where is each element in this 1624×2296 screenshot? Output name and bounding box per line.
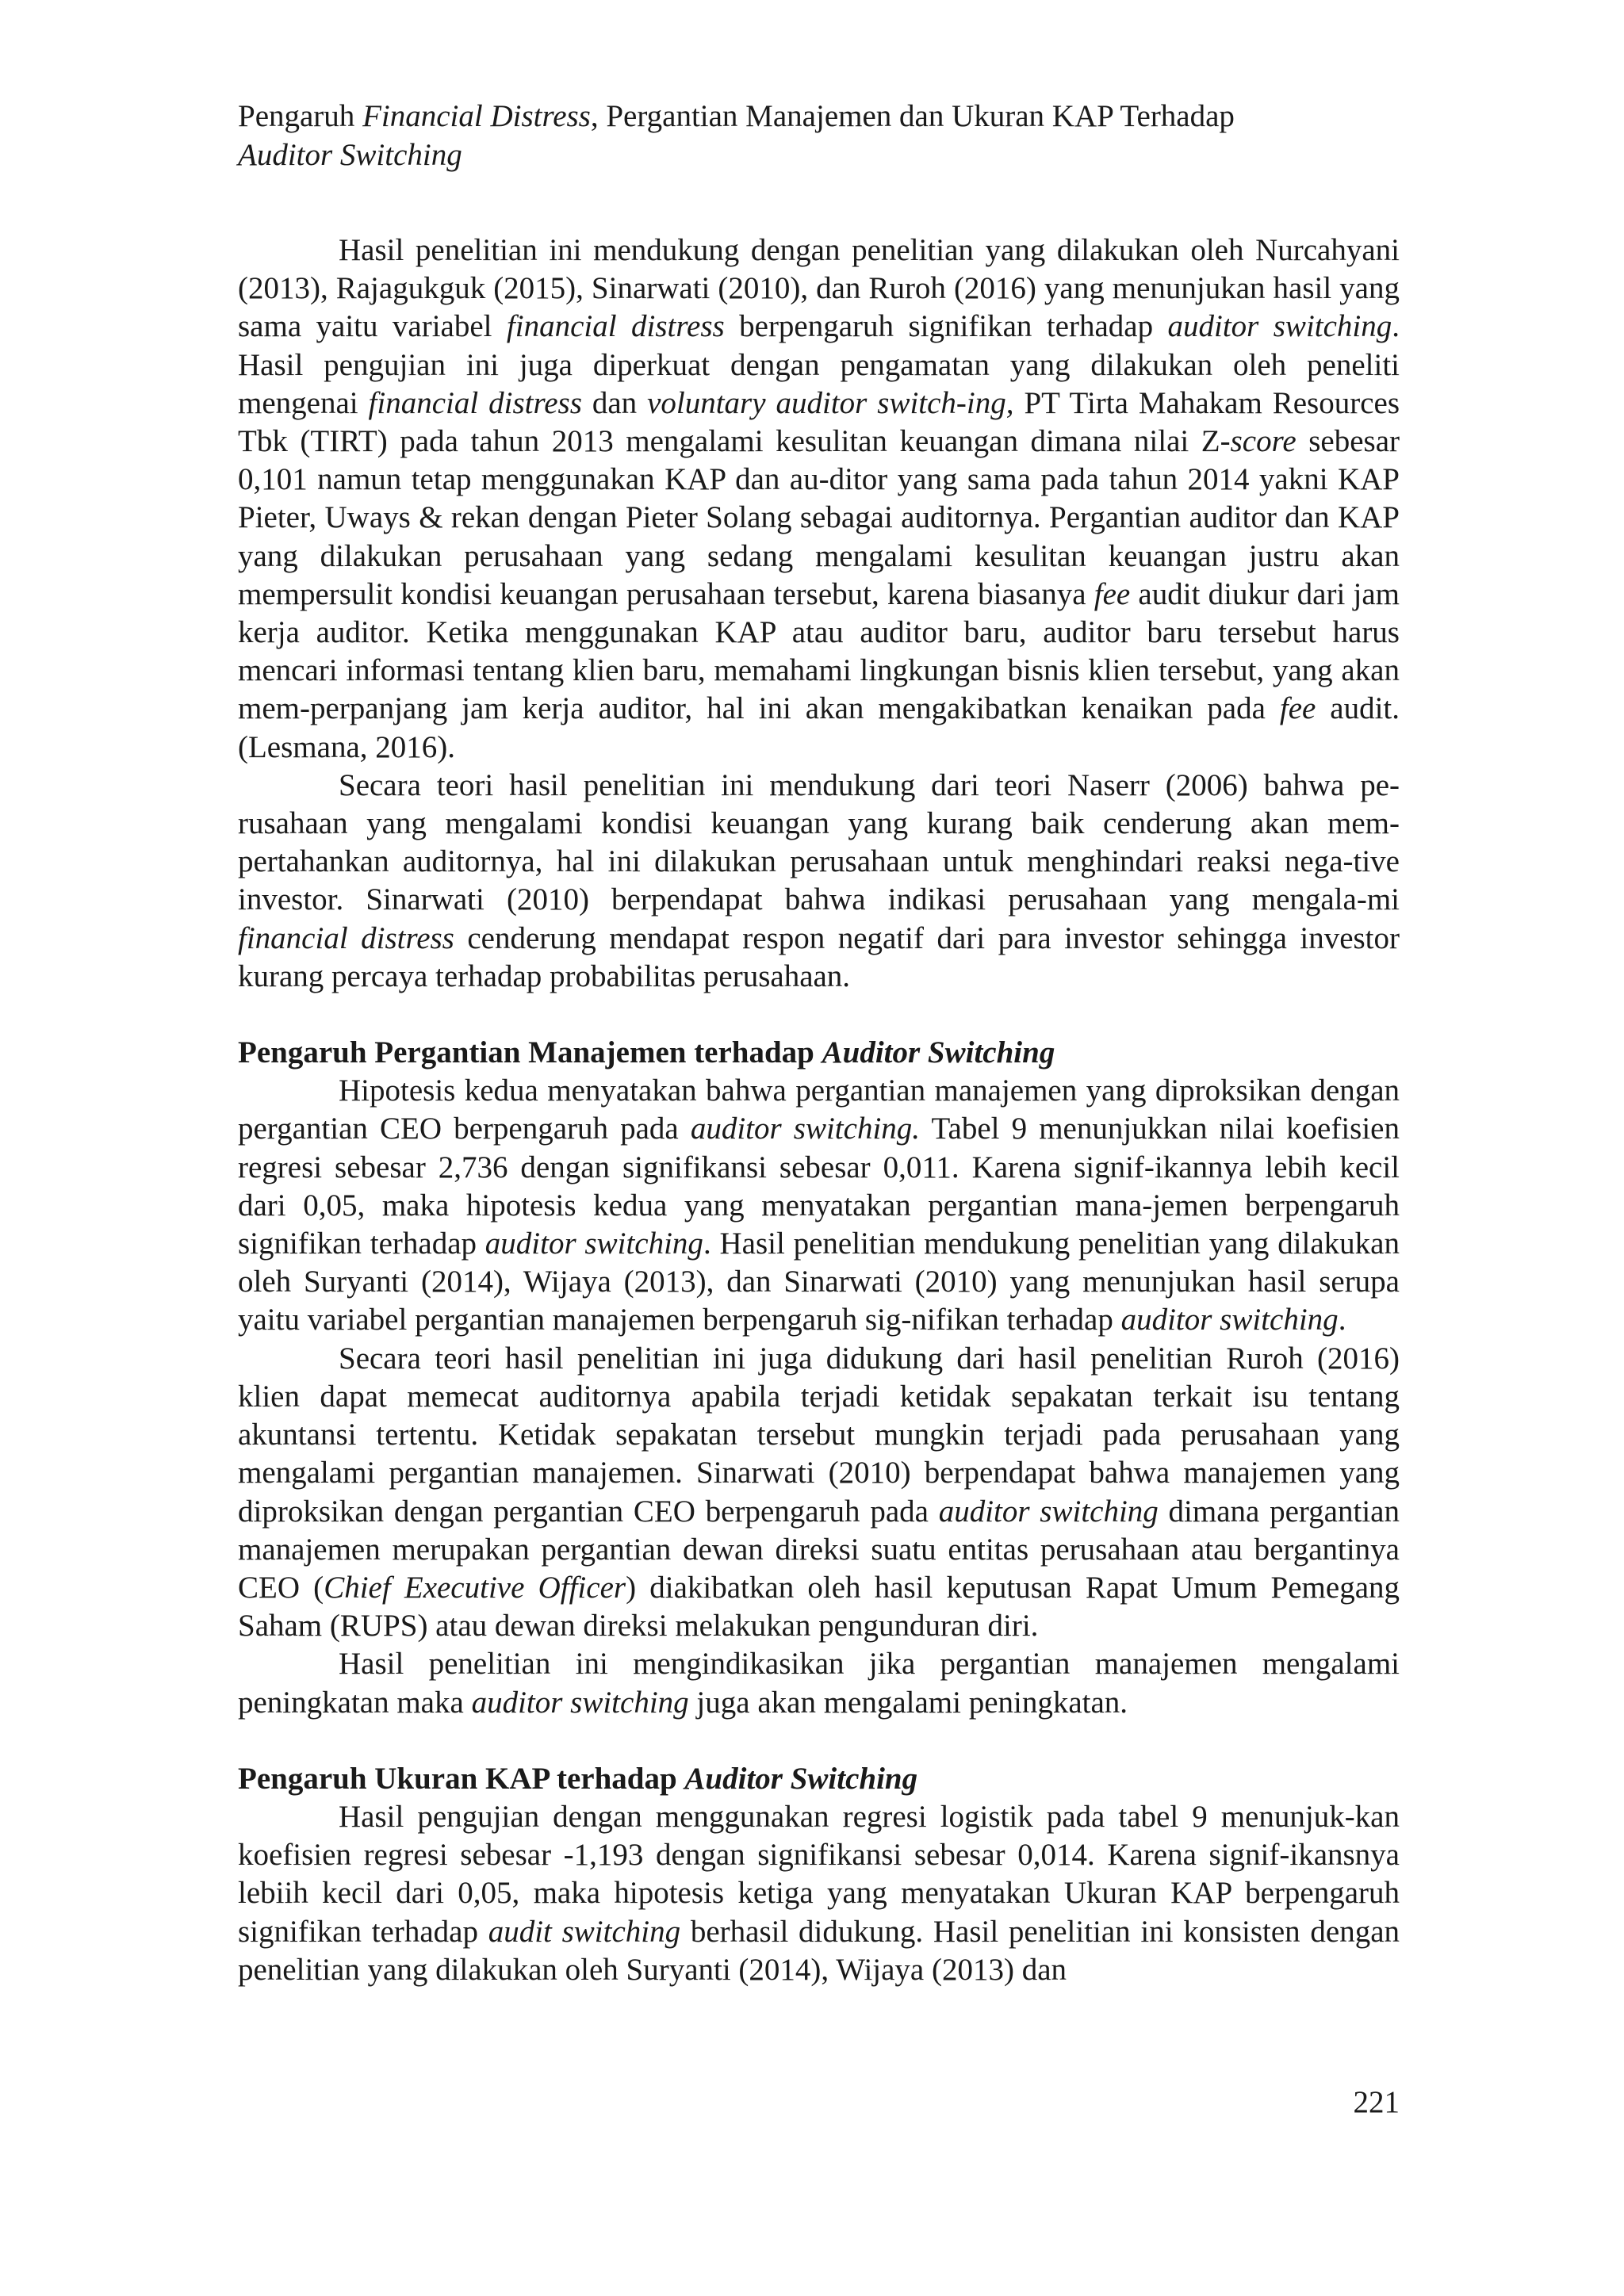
header-italic-text: Financial Distress (362, 99, 591, 133)
header-text: , Pergantian Manajemen dan Ukuran KAP Terhadap (590, 99, 1235, 133)
running-header-line-1 (238, 97, 1400, 136)
section-heading-ukuran-kap: Pengaruh Ukuran KAP terhadap Auditor Switching (238, 1761, 918, 1796)
paragraph-5: Hasil penelitian ini mengindikasikan jika pergantian manajemen mengalami peningkatan maka auditor switching juga akan mengalami peningkatan. (238, 1647, 1400, 1720)
paragraph-3: Hipotesis kedua menyatakan bahwa pergantian manajemen yang diproksikan dengan pergantian CEO berpengaruh pada auditor switching. Tabel 9 menunjukkan nilai koefisien regresi sebesar 2,736 dengan signifikansi sebesar 0,011. Karena signif-ikannya lebih kecil dari 0,05, maka hipotesis kedua yang menyatakan pergantian mana-jemen berpengaruh signifikan terhadap auditor switching. Hasil penelitian mendukung penelitian yang dilakukan oleh Suryanti (2014), Wijaya (2013), dan Sinarwati (2010) yang menunjukan hasil serupa yaitu variabel pergantian manajemen berpengaruh sig-nifikan terhadap auditor switching. (238, 1073, 1400, 1337)
page (238, 0, 1400, 2296)
paragraph-1: Hasil penelitian ini mendukung dengan penelitian yang dilakukan oleh Nurcahyani (2013), Rajagukguk (2015), Sinarwati (2010), dan Ruroh (2016) yang menunjukan hasil yang sama yaitu variabel financial distress berpengaruh signifikan terhadap auditor switching. Hasil pengujian ini juga diperkuat dengan pengamatan yang dilakukan oleh peneliti mengenai financial distress dan voluntary auditor switch-ing, PT Tirta Mahakam Resources Tbk (TIRT) pada tahun 2013 mengalami kesulitan keuangan dimana nilai Z-score sebesar 0,101 namun tetap menggunakan KAP dan au-ditor yang sama pada tahun 2014 yakni KAP Pieter, Uways & rekan dengan Pieter Solang sebagai auditornya. Pergantian auditor dan KAP yang dilakukan perusahaan yang sedang mengalami kesulitan keuangan justru akan mempersulit kondisi keuangan perusahaan tersebut, karena biasanya fee audit diukur dari jam kerja auditor. Ketika menggunakan KAP atau auditor baru, auditor baru tersebut harus mencari informasi tentang klien baru, memahami lingkungan bisnis klien tersebut, yang akan mem-perpanjang jam kerja auditor, hal ini akan mengakibatkan kenaikan pada fee audit.(Lesmana, 2016). (238, 233, 1400, 764)
section-heading-pergantian-manajemen: Pengaruh Pergantian Manajemen terhadap Auditor Switching (238, 1035, 1055, 1070)
body-text (238, 232, 1400, 1989)
paragraph-4: Secara teori hasil penelitian ini juga didukung dari hasil penelitian Ruroh (2016) klien dapat memecat auditornya apabila terjadi ketidak sepakatan terkait isu tentang akuntansi tertentu. Ketidak sepakatan tersebut mungkin terjadi pada perusahaan yang mengalami pergantian manajemen. Sinarwati (2010) berpendapat bahwa manajemen yang diproksikan dengan pergantian CEO berpengaruh pada auditor switching dimana pergantian manajemen merupakan pergantian dewan direksi suatu entitas perusahaan atau bergantinya CEO (Chief Executive Officer) diakibatkan oleh hasil keputusan Rapat Umum Pemegang Saham (RUPS) atau dewan direksi melakukan pengunduran diri. (238, 1341, 1400, 1644)
header-text: Pengaruh (238, 99, 363, 133)
paragraph-6: Hasil pengujian dengan menggunakan regresi logistik pada tabel 9 menunjuk-kan koefisien regresi sebesar -1,193 dengan signifikansi sebesar 0,014. Karena signif-ikansnya lebiih kecil dari 0,05, maka hipotesis ketiga yang menyatakan Ukuran KAP berpengaruh signifikan terhadap audit switching berhasil didukung. Hasil penelitian ini konsisten dengan penelitian yang dilakukan oleh Suryanti (2014), Wijaya (2013) dan (238, 1799, 1400, 1987)
running-header-line-2: Auditor Switching (238, 138, 462, 172)
running-header (238, 97, 1400, 174)
paragraph-2: Secara teori hasil penelitian ini mendukung dari teori Naserr (2006) bahwa pe-rusahaan yang mengalami kondisi keuangan yang kurang baik cenderung akan mem-pertahankan auditornya, hal ini dilakukan perusahaan untuk menghindari reaksi nega-tive investor. Sinarwati (2010) berpendapat bahwa indikasi perusahaan yang mengala-mi financial distress cenderung mendapat respon negatif dari para investor sehingga investor kurang percaya terhadap probabilitas perusahaan. (238, 767, 1400, 993)
page-number: 221 (1353, 2085, 1400, 2119)
